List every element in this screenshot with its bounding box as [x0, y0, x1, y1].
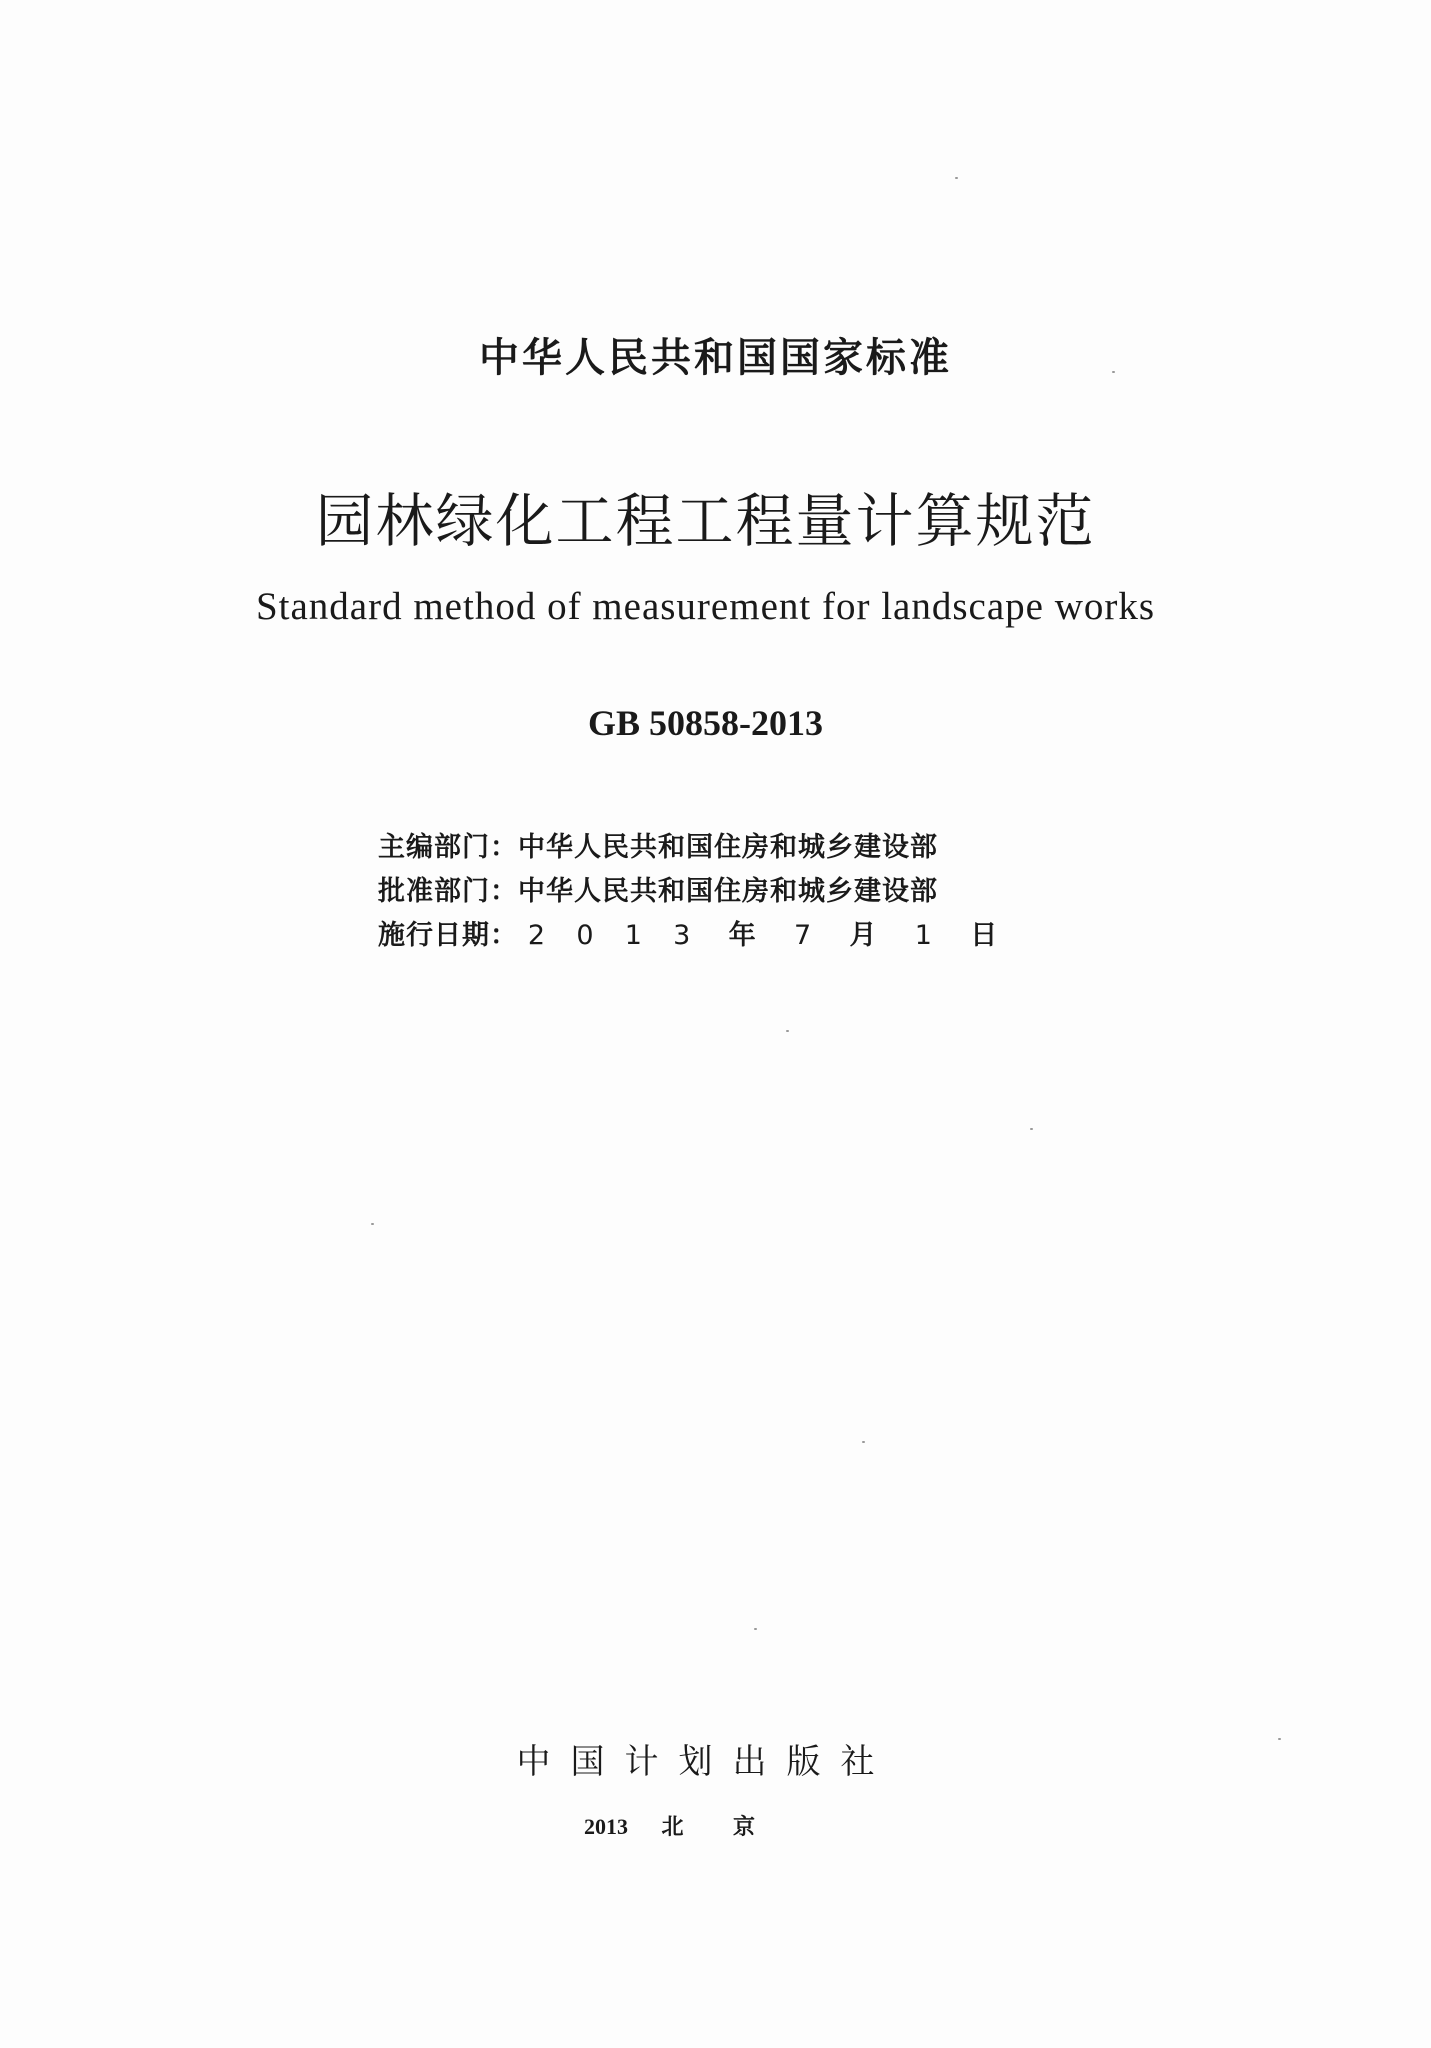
approver-label: 批准部门：	[378, 876, 518, 907]
scan-speck	[754, 1628, 757, 1630]
effective-date-label: 施行日期：	[378, 920, 518, 951]
effective-date-value	[518, 914, 1015, 958]
scan-speck	[1278, 1738, 1281, 1740]
publication-year: 2013	[584, 1814, 628, 1839]
effective-date-row	[378, 914, 1015, 958]
date-day-char: 日	[970, 920, 999, 951]
scan-speck	[862, 1441, 865, 1443]
standard-number: GB 50858-2013	[587, 703, 823, 743]
scan-speck	[1112, 371, 1115, 373]
date-year-digit-3: 1	[624, 920, 643, 951]
document-title-chinese: 园林绿化工程工程量计算规范	[315, 487, 1096, 555]
issuing-info	[378, 826, 1015, 958]
date-month-char: 月	[849, 920, 878, 951]
publication-year-place	[584, 1810, 755, 1841]
approver-row	[378, 870, 1015, 914]
scan-speck	[955, 177, 958, 179]
scan-speck	[786, 1030, 789, 1032]
editor-label: 主编部门：	[378, 832, 518, 863]
publisher-name: 中国计划出版社	[516, 1742, 895, 1782]
editor-row	[378, 826, 1015, 870]
standard-category-header: 中华人民共和国国家标准	[479, 335, 952, 381]
date-month-digit: 7	[793, 920, 813, 951]
scan-speck	[371, 1223, 374, 1225]
editor-value: 中华人民共和国住房和城乡建设部	[518, 832, 938, 863]
date-day-digit: 1	[914, 920, 933, 951]
date-year-digit-4: 3	[673, 920, 692, 951]
document-title-english: Standard method of measurement for landscape works	[255, 585, 1156, 628]
publication-city-char-1: 北	[661, 1814, 684, 1839]
publication-city-char-2: 京	[733, 1814, 756, 1839]
date-year-char: 年	[728, 920, 757, 951]
date-year-digit-2: 0	[576, 920, 595, 951]
approver-value: 中华人民共和国住房和城乡建设部	[518, 876, 938, 907]
scan-speck	[1030, 1128, 1033, 1130]
date-year-digit-1: 2	[527, 920, 547, 951]
